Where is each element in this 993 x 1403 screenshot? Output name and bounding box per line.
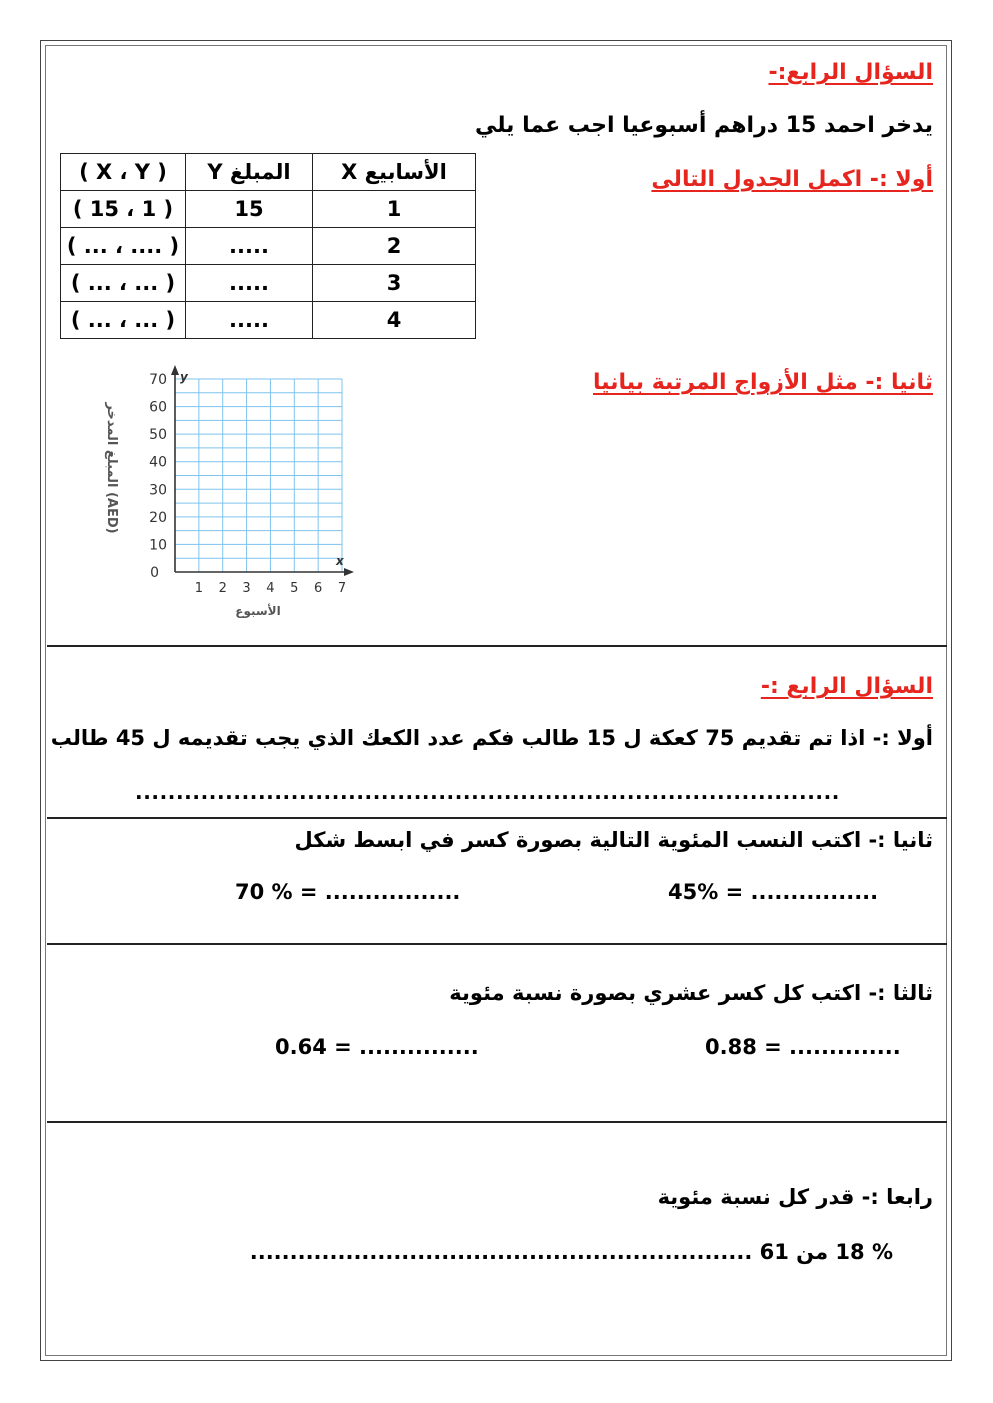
xy-table xyxy=(60,153,476,339)
cell-pair: ( ... ، ... ) xyxy=(61,265,186,302)
cell-pair: ( 15 ، 1 ) xyxy=(61,191,186,228)
cell-y: ..... xyxy=(186,302,313,339)
cell-y: ..... xyxy=(186,228,313,265)
x-tick-label: 2 xyxy=(218,581,227,596)
col-header-y: المبلغ Y xyxy=(186,154,313,191)
y-axis-arrow-icon xyxy=(171,365,179,375)
x-tick-label: 1 xyxy=(194,581,203,596)
x-tick-label: 7 xyxy=(337,581,347,596)
cell-y: 15 xyxy=(186,191,313,228)
cell-x: 4 xyxy=(313,302,476,339)
col-header-pair: ( X ، Y ) xyxy=(61,154,186,191)
x-tick-label: 5 xyxy=(290,581,299,596)
section-divider xyxy=(47,943,947,945)
x-tick-label: 4 xyxy=(266,581,275,596)
table-row xyxy=(61,265,476,302)
q2-part2: ثانيا :- اكتب النسب المئوية التالية بصورة كسر في ابسط شكل xyxy=(294,828,933,852)
q2-title: السؤال الرابع :- xyxy=(760,674,933,699)
y-tick-label: 30 xyxy=(149,482,167,499)
col-header-x: الأسابيع X xyxy=(313,154,476,191)
y-tick-label: 10 xyxy=(149,537,167,554)
y-axis-letter: y xyxy=(180,370,188,384)
q2-part3-item-b: 0.64 = ............... xyxy=(275,1035,479,1059)
q2-part3: ثالثا :- اكتب كل كسر عشري بصورة نسبة مئوية xyxy=(449,981,933,1005)
x-tick-label: 6 xyxy=(314,581,323,596)
section-divider xyxy=(47,1121,947,1123)
y-tick-label: 60 xyxy=(149,399,167,416)
cell-x: 2 xyxy=(313,228,476,265)
x-axis-letter: x xyxy=(336,554,344,568)
coordinate-grid-chart xyxy=(80,362,370,632)
origin-label: 0 xyxy=(150,565,159,581)
q2-part1-answer-line: ...................................................................................... xyxy=(135,780,840,804)
cell-pair: ( ... ، ... ) xyxy=(61,302,186,339)
section-divider xyxy=(47,645,947,647)
tick-labels xyxy=(149,372,346,596)
table-row xyxy=(61,228,476,265)
table-header-row xyxy=(61,154,476,191)
q2-part2-item-b: 70 % = ................. xyxy=(235,880,461,904)
grid-lines xyxy=(175,379,342,572)
y-tick-label: 70 xyxy=(149,372,167,388)
q1-intro: يدخر احمد 15 دراهم أسبوعيا اجب عما يلي xyxy=(474,113,933,138)
cell-pair: ( ... ، .... ) xyxy=(61,228,186,265)
q1-part1-title: أولا :- اكمل الجدول التالى xyxy=(651,167,933,192)
table-row xyxy=(61,302,476,339)
y-tick-label: 20 xyxy=(149,509,167,526)
q1-part2-title: ثانيا :- مثل الأزواج المرتبة بيانيا xyxy=(593,370,933,395)
q2-part3-item-a: 0.88 = .............. xyxy=(705,1035,901,1059)
section-divider xyxy=(47,817,947,819)
x-axis-label: الأسبوع xyxy=(235,604,281,618)
cell-x: 3 xyxy=(313,265,476,302)
table-row xyxy=(61,191,476,228)
q2-part2-item-a: 45% = ................ xyxy=(668,880,879,904)
q2-part4: رابعا :- قدر كل نسبة مئوية xyxy=(657,1185,933,1209)
q2-part1: أولا :- اذا تم تقديم 75 كعكة ل 15 طالب فكم عدد الكعك الذي يجب تقديمه ل 45 طالب xyxy=(50,726,933,750)
cell-x: 1 xyxy=(313,191,476,228)
y-tick-label: 50 xyxy=(149,427,167,444)
x-axis-arrow-icon xyxy=(344,568,354,576)
cell-y: ..... xyxy=(186,265,313,302)
x-tick-label: 3 xyxy=(242,581,251,596)
y-tick-label: 40 xyxy=(149,454,167,471)
q2-part4-item: % 18 من 61 ............................................................... xyxy=(249,1240,893,1264)
q1-title: السؤال الرابع:- xyxy=(768,60,933,85)
y-axis-label: المبلغ المدخر (AED) xyxy=(104,402,119,534)
